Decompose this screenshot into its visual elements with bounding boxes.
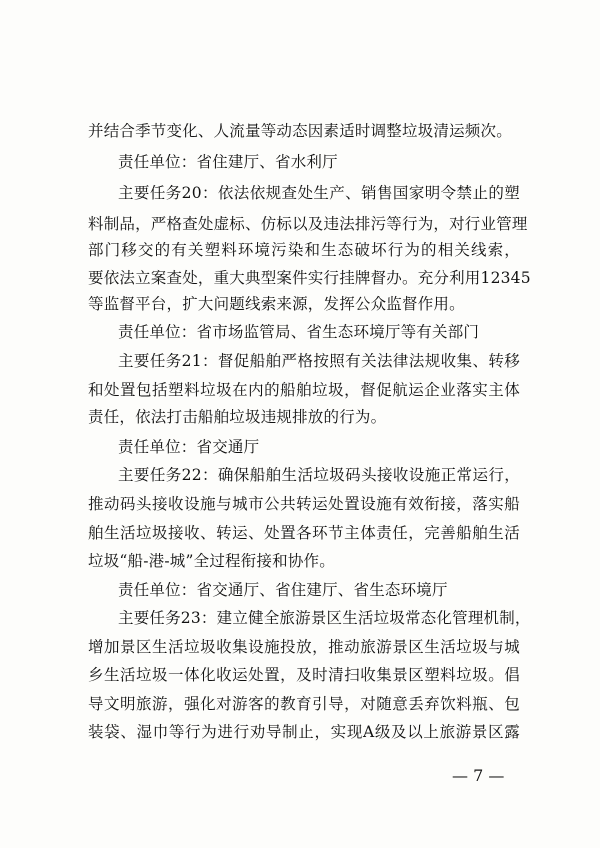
task-heading-line: 主要任务22：确保船舶生活垃圾码头接收设施正常运行，: [118, 466, 520, 484]
page-number: — 7 —: [452, 766, 505, 785]
task-heading-line: 主要任务21：督促船舶严格按照有关法律法规收集、转移: [118, 352, 520, 370]
text-line: 要依法立案查处，重大典型案件实行挂牌督办。充分利用12345: [88, 269, 531, 287]
text-line: 导文明旅游，强化对游客的教育引导，对随意丢弃饮料瓶、包: [88, 695, 520, 713]
text-line: 舶生活垃圾接收、转运、处置各环节主体责任，完善船舶生活: [88, 524, 520, 542]
text-line: 责任，依法打击船舶垃圾违规排放的行为。: [88, 408, 387, 426]
text-line: 等监督平台，扩大问题线索来源，发挥公众监督作用。: [88, 295, 465, 313]
text-line: 推动码头接收设施与城市公共转运处置设施有效衔接，落实船: [88, 495, 520, 513]
text-line: 增加景区生活垃圾收集设施投放，推动旅游景区生活垃圾与城: [88, 638, 520, 656]
text-line: 乡生活垃圾一体化收运处置，及时清扫收集景区塑料垃圾。倡: [88, 666, 520, 684]
text-line: 料制品，严格查处虚标、仿标以及违法排污等行为，对行业管理: [88, 215, 528, 233]
text-line: 并结合季节变化、人流量等动态因素适时调整垃圾清运频次。: [88, 122, 512, 140]
text-line: 部门移交的有关塑料环境污染和生态破坏行为的相关线索，: [88, 241, 520, 259]
text-line: 装袋、湿巾等行为进行劝导制止，实现A级及以上旅游景区露: [88, 723, 520, 741]
task-heading-line: 主要任务23：建立健全旅游景区生活垃圾常态化管理机制，: [118, 609, 531, 627]
responsibility-line: 责任单位：省交通厅: [118, 438, 260, 456]
text-line: 和处置包括塑料垃圾在内的船舶垃圾，督促航运企业落实主体: [88, 381, 520, 399]
task-heading-line: 主要任务20：依法依规查处生产、销售国家明令禁止的塑: [118, 184, 520, 202]
responsibility-line: 责任单位：省交通厅、省住建厅、省生态环境厅: [118, 581, 448, 599]
responsibility-line: 责任单位：省住建厅、省水利厅: [118, 153, 338, 171]
text-line: 垃圾“船-港-城”全过程衔接和协作。: [88, 552, 335, 570]
responsibility-line: 责任单位：省市场监管局、省生态环境厅等有关部门: [118, 323, 480, 341]
